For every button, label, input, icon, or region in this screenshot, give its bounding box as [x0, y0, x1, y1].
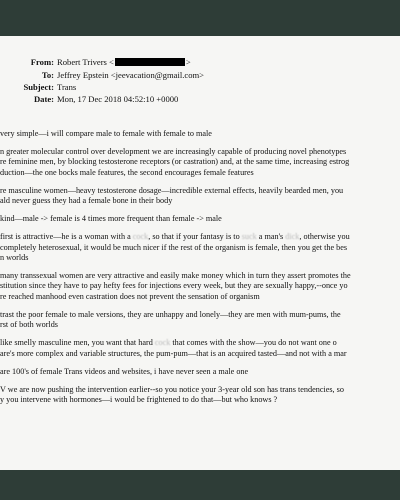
subject-label: Subject: — [23, 82, 54, 92]
bottom-frame — [0, 470, 400, 500]
text-span: , so that if your fantasy is to — [148, 232, 242, 242]
text-span: , otherwise you — [299, 232, 350, 242]
from-suffix: > — [185, 57, 191, 67]
email-document — [0, 36, 400, 470]
body-line: many transsexual women are very attractive and easily make money which in turn they assert promotes the — [0, 271, 351, 281]
header-to — [0, 70, 204, 81]
to-label: To: — [41, 70, 54, 80]
body-line: y you intervene with hormones—i would be frightened to do that—but who knows ? — [0, 395, 278, 405]
body-line: kind—male -> female is 4 times more frequent than female -> male — [0, 214, 222, 224]
date-label: Date: — [33, 94, 54, 104]
body-line: stitution since they have to pay hefty fees for injections every week, but they are sexually happy,--once yo — [0, 281, 348, 291]
text-span: that comes with the show—you do not want one o — [170, 338, 337, 348]
from-value: Robert Trivers < — [57, 57, 114, 67]
header-from — [0, 57, 191, 68]
body-line: are 100's of female Trans videos and websites, i have never seen a male one — [0, 366, 249, 376]
text-span: first is attractive—he is a woman with a — [0, 232, 133, 242]
body-line: V we are now pushing the intervention earlier--so you notice your 3-year old son has trans tendencies, so — [0, 384, 344, 394]
body-line: trast the poor female to male versions, they are unhappy and lonely—they are men with mum-pums, the — [0, 309, 341, 319]
header-date — [0, 94, 178, 105]
date-value: Mon, 17 Dec 2018 04:52:10 +0000 — [57, 94, 179, 104]
body-line: are's more complex and variable structures, the pum-pum—that is an acquired tasted—and not with a mar — [0, 348, 347, 358]
paragraph-9 — [0, 367, 400, 377]
header-subject — [0, 82, 76, 93]
blurred-word: dick — [285, 232, 300, 242]
body-line — [0, 338, 400, 348]
subject-value: Trans — [57, 82, 77, 92]
body-line: re masculine women—heavy testosterone dosage—incredible external effects, heavily bearded men, you — [0, 185, 344, 195]
redaction-bar — [115, 58, 185, 66]
top-frame — [0, 0, 400, 36]
body-line — [0, 232, 400, 242]
body-line: ald never guess they had a female bone in their body — [0, 196, 173, 206]
text-span: like smelly masculine men, you want that hard — [0, 338, 155, 348]
paragraph-10 — [0, 385, 400, 406]
paragraph-1 — [0, 129, 400, 139]
paragraph-6 — [0, 271, 400, 302]
body-line: very simple—i will compare male to female with female to male — [0, 129, 212, 138]
body-line: completely heterosexual, it would be much nicer if the rest of the organism is female, then you get the bes — [0, 242, 348, 252]
body-line: re reached manhood even castration does not prevent the sensation of organism — [0, 291, 260, 301]
to-value: Jeffrey Epstein <jeevacation@gmail.com> — [57, 70, 205, 80]
blurred-word: cock — [154, 338, 171, 348]
paragraph-5 — [0, 232, 400, 263]
paragraph-2 — [0, 147, 400, 178]
body-line: rst of both worlds — [0, 320, 58, 330]
text-span: a man's — [256, 232, 286, 242]
body-line: duction—the one bocks male features, the second encourages female features — [0, 167, 254, 177]
paragraph-8 — [0, 338, 400, 359]
paragraph-7 — [0, 310, 400, 331]
body-line: n worlds — [0, 253, 29, 263]
body-line: n greater molecular control over development we are increasingly capable of producing novel phenotypes — [0, 147, 347, 156]
from-label: From: — [30, 57, 54, 67]
email-body — [0, 129, 400, 413]
paragraph-3 — [0, 186, 400, 207]
blurred-word: suck — [241, 232, 257, 242]
blurred-word: cock — [132, 232, 149, 242]
body-line: re feminine men, by blocking testosterone receptors (or castration) and, at the same time, increasing estrog — [0, 157, 350, 167]
paragraph-4 — [0, 214, 400, 224]
